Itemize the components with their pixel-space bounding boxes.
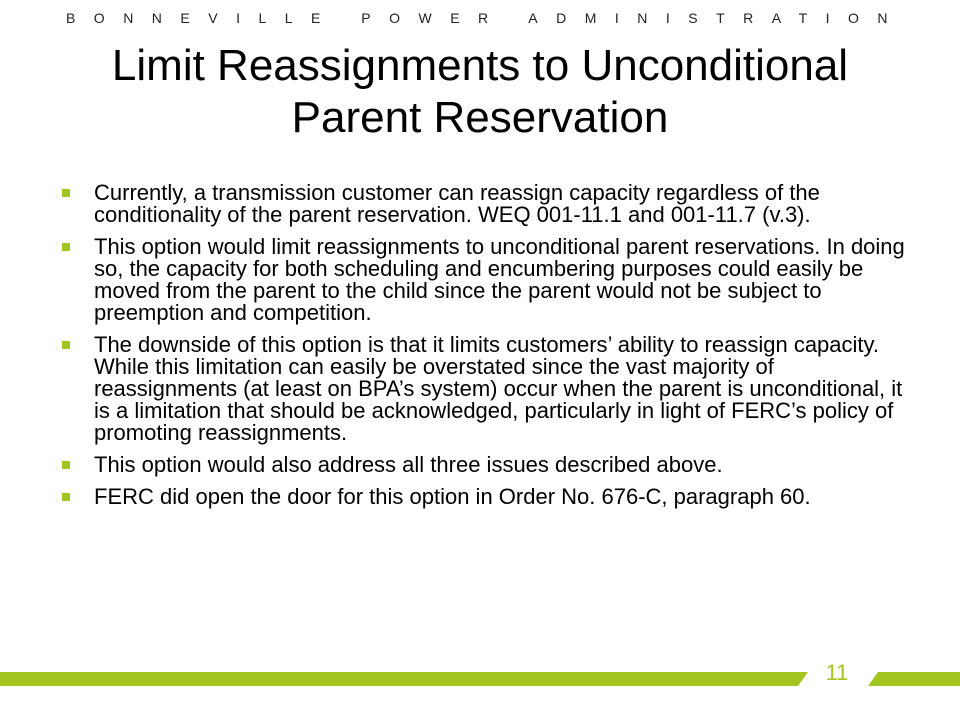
- bullet-item: [60, 334, 920, 444]
- organization-header: BONNEVILLE POWER ADMINISTRATION: [65, 10, 907, 26]
- bullet-text: The downside of this option is that it limits customers’ ability to reassign capacity. While this limitation can easily be overstated since the vast majority of reassignments (at least on BPA’s system) occur when the parent is unconditional, it is a limitation that should be acknowledged, particularly in light of FERC’s policy of promoting reassignments.: [94, 332, 903, 445]
- bullet-text: This option would limit reassignments to unconditional parent reservations. In doing so, the capacity for both scheduling and encumbering purposes could easily be moved from the parent to the child since the parent would not be subject to preemption and competition.: [94, 234, 905, 325]
- slide-title-line-1: Limit Reassignments to Unconditional: [111, 41, 849, 90]
- bullet-item: [60, 182, 920, 226]
- square-bullet-icon: [62, 461, 70, 469]
- footer-band-left: [0, 672, 808, 686]
- bullet-text: This option would also address all three issues described above.: [94, 452, 723, 477]
- bullet-item: [60, 236, 920, 324]
- square-bullet-icon: [62, 189, 70, 197]
- page-number: 11: [825, 660, 849, 685]
- square-bullet-icon: [62, 243, 70, 251]
- square-bullet-icon: [62, 341, 70, 349]
- footer-band-right: [868, 672, 960, 686]
- bullet-item: [60, 454, 920, 476]
- bullet-text: FERC did open the door for this option in Order No. 676-C, paragraph 60.: [94, 484, 811, 509]
- bullet-text: Currently, a transmission customer can reassign capacity regardless of the conditionality of the parent reservation. WEQ 001-11.1 and 001-11.7 (v.3).: [94, 180, 820, 227]
- slide-title-line-2: Parent Reservation: [291, 93, 669, 142]
- bullet-item: [60, 486, 920, 508]
- bullet-list: [60, 182, 920, 518]
- square-bullet-icon: [62, 493, 70, 501]
- slide-title: [40, 40, 920, 144]
